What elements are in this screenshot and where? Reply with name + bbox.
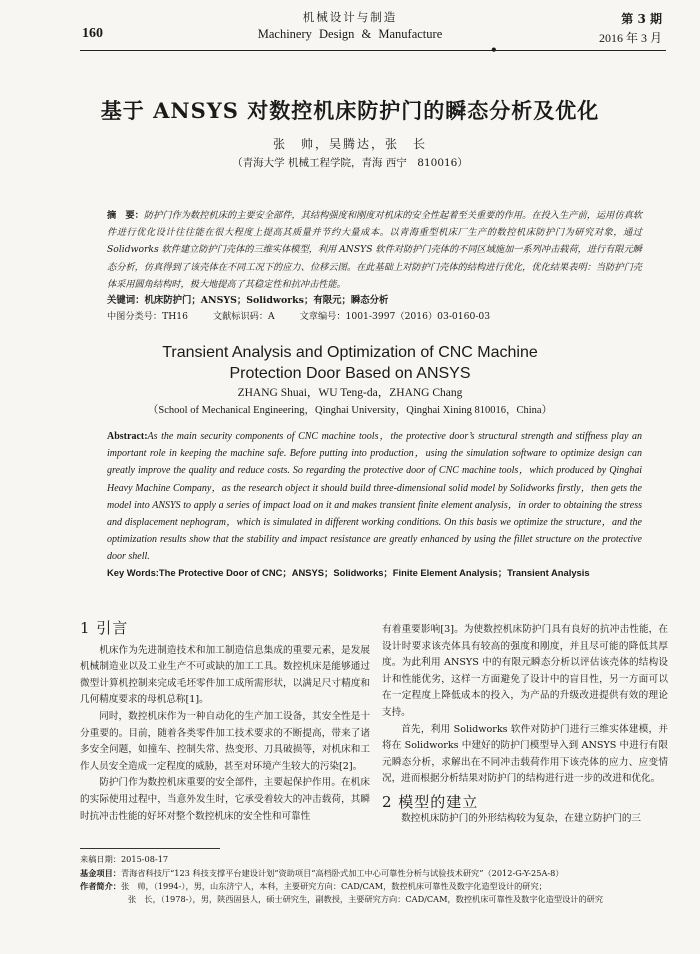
section-1-paragraph: 有着重要影响[3]。为使数控机床防护门具有良好的抗冲击性能，在设计时要求该壳体具有较高的强度和刚度，并且尽可能的降低其厚度。为此利用 ANSYS 中的有限元瞬态分析以评估该壳体的结构设计和性能优劣，这样一方面避免了设计中的盲目性，另一方面可以在一定程度上降低成本的投入，为产品的升级改进提供有效的理论支持。 [382,624,668,718]
footnote-author1 [80,880,680,893]
affiliation-en: （School of Mechanical Engineering，Qinghai University，Qinghai Xining 810016，China） [147,405,553,416]
header-rule [80,50,666,51]
journal-name-cn: 机械设计与制造 [302,10,398,24]
footnote-fund-text: 青海省科技厅“123 科技支撑平台建设计划”资助项目“高档卧式加工中心可靠性分析与试验技术研究”（2012-G-Y-25A-8） [120,868,564,878]
section-1-paragraph: 首先，利用 Solidworks 软件对防护门进行三维实体建模，并将在 Solidworks 中建好的防护门模型导入到 ANSYS 中进行有限元瞬态分析，求解出在不同冲击载荷作用下该壳体的应力、应变情况，进而根据分析结果对防护门的结构进行进一步的改进和优化。 [382,723,668,785]
section-1-paragraph: 同时，数控机床作为一种自动化的生产加工设备，其安全性是十分重要的。目前，随着各类零件加工技术要求的不断提高，带来了诸多安全问题，如撞车、控制失常、热变形、刀具破损等，对机床和工作人员安全造成一定程度的威胁，甚至对环境产生较大的污染[2]。 [80,710,370,772]
journal-name-en: Machinery Design & Manufacture [257,27,443,41]
section-1-paragraph: 机床作为先进制造技术和加工制造信息集成的重要元素，是发展机械制造业以及工业生产不可或缺的加工工具。数控机床是能够通过微型计算机控制来完成毛坯零件加工成所需形状，以满足尺寸精度和几何精度要求的母机总称[1]。 [80,644,370,706]
keywords-cn-label: 关键词： [107,295,145,306]
footnote-author-label: 作者简介： [80,881,121,891]
keywords-en [107,565,642,579]
abstract-cn-label: 摘 要： [107,210,144,221]
footnote-author2: 张 长，（1978-），男，陕西固县人，硕士研究生，副教授，主要研究方向：CAD/CAM，数控机床可靠性及数字化造型设计的研究 [128,894,604,904]
keywords-cn-text: 机床防护门；ANSYS；Solidworks；有限元；瞬态分析 [144,295,389,306]
keywords-cn [107,292,642,306]
affiliation-cn: （青海大学 机械工程学院，青海 西宁 810016） [232,157,468,169]
abstract-cn-text: 防护门作为数控机床的主要安全部件，其结构强度和刚度对机床的安全性起着至关重要的作用。在投入生产前，运用仿真软件进行优化设计往往能在很大程度上提高其质量并节约大量成本。以青海重型机床厂生产的数控机床防护门为研究对象，通过 Solidworks 软件建立防护门壳体的三维实体模型，利用 ANSYS 软件对防护门壳体的不同区域施加一系列冲击载荷，进行有限元瞬态分析，仿真得到了该壳体在不同工况下的应力、位移云图。在此基础上对防护门壳体的结构进行优化，优化结果表明：当防护门壳体采用圆角结构时，极大地提高了其稳定性和抗冲击性能。 [107,210,643,290]
footnote-fund [80,867,680,880]
body-left-column [80,620,370,825]
section-2-heading: 2 模型的建立 [382,792,479,811]
footnote-fund-label: 基金项目： [80,868,121,878]
paper-title-cn: 基于 ANSYS 对数控机床防护门的瞬态分析及优化 [100,98,600,123]
footnote-received: 来稿日期：2015-08-17 [80,854,169,864]
paper-title-en-line2: Protection Door Based on ANSYS [229,365,471,382]
section-1-paragraph: 防护门作为数控机床重要的安全部件，主要起保护作用。在机床的实际使用过程中，当意外发生时，它承受着较大的冲击载荷，其瞬时抗冲击性能的好坏对整个数控机床的安全性和可靠性 [80,777,370,822]
issue-number: 第 3 期 [621,12,662,26]
document-code: 文献标识码：A [212,311,275,322]
paper-title-en-line1: Transient Analysis and Optimization of CNC Machine [162,344,538,361]
authors-cn: 张 帅，吴腾达，张 长 [272,137,427,151]
section-1-heading: 1 引言 [80,619,129,637]
body-right-column [382,622,668,827]
clc-number: 中图分类号：TH16 [107,311,188,322]
abstract-en [107,428,642,566]
paper-title-en [0,342,700,384]
page-number: 160 [82,26,103,41]
abstract-en-text: As the main security components of CNC machine tools，the protective door’s structural strength and stiffness play an important role in keeping the machine safe. Before putting into production，using the simulation software to optimize design can greatly improve the quality and reduce costs. So regarding the protective door of CNC machine tools，which produced by Qinghai Heavy Machine Company，as the research object it should build three-dimensional solid model by Solidworks firstly，then gets the model into ANSYS to apply a series of impact load on it and makes transient finite element analysis，in order to obtaining the stress and displacement nephogram，which is simulated in different working conditions. On this basis we optimize the structure，and the optimization results show that the stability and impact resistance are greatly enhanced by using the fillet structure on the protective door shell. [107,431,642,563]
abstract-en-label: Abstract: [107,431,148,442]
authors-en: ZHANG Shuai，WU Teng-da，ZHANG Chang [237,387,463,399]
section-2-paragraph: 数控机床防护门的外形结构较为复杂，在建立防护门的三 [401,812,642,824]
footnote-rule [80,848,220,849]
footnote-author1-text: 张 帅，（1994-），男，山东济宁人，本科，主要研究方向：CAD/CAM，数控机床可靠性及数字化造型设计的研究； [120,881,547,891]
abstract-cn [107,207,642,293]
classification-line [107,308,642,322]
issue-date: 2016 年 3 月 [598,31,662,45]
header-dot: • [490,43,498,57]
keywords-en-label: Key Words: [107,567,159,578]
article-number: 文章编号：1001-3997（2016）03-0160-03 [299,311,491,322]
keywords-en-text: The Protective Door of CNC；ANSYS；Solidworks；Finite Element Analysis；Transient Analysis [158,567,590,578]
